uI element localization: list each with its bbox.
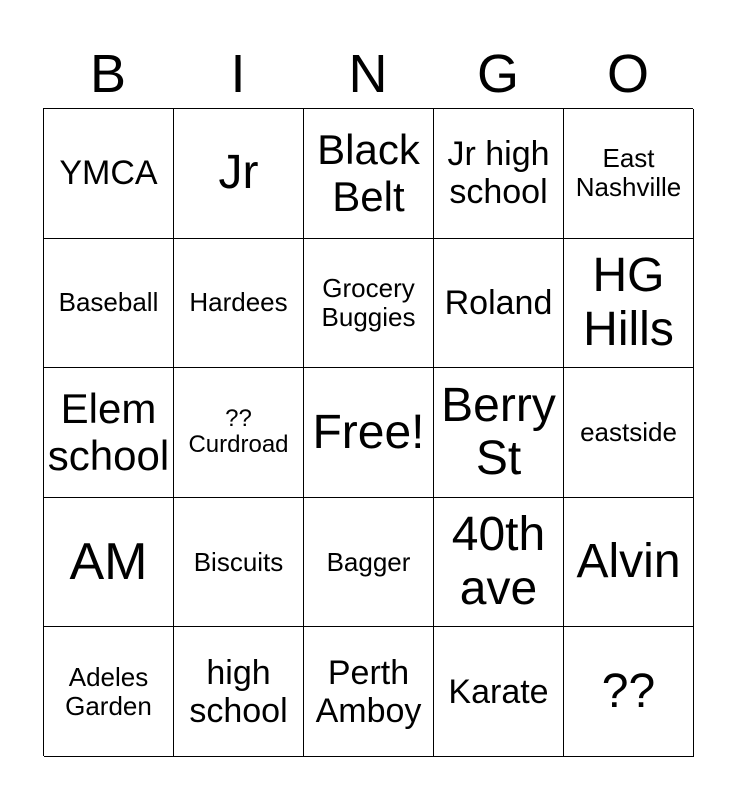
bingo-cell-r1-c2[interactable] <box>174 109 304 239</box>
bingo-cell-r4-c2[interactable] <box>174 498 304 628</box>
bingo-cell-r2-c1[interactable] <box>44 239 174 369</box>
cell-label: Perth Amboy <box>315 653 422 730</box>
bingo-cell-r3-c5[interactable] <box>564 368 694 498</box>
bingo-cell-r1-c4[interactable] <box>434 109 564 239</box>
bingo-cell-r1-c1[interactable] <box>44 109 174 239</box>
bingo-cell-r4-c4[interactable] <box>434 498 564 628</box>
cell-label: AM <box>69 532 148 591</box>
cell-label: Alvin <box>576 535 681 589</box>
cell-label: East Nashville <box>575 143 682 203</box>
bingo-cell-r1-c3[interactable] <box>304 109 434 239</box>
bingo-cell-r5-c4[interactable] <box>434 627 564 757</box>
bingo-cell-r3-c4[interactable] <box>434 368 564 498</box>
cell-label: Jr <box>218 146 259 200</box>
bingo-cell-r2-c3[interactable] <box>304 239 434 369</box>
bingo-cell-r5-c3[interactable] <box>304 627 434 757</box>
header-letter-g: G <box>476 44 519 104</box>
bingo-cell-r4-c3[interactable] <box>304 498 434 628</box>
cell-label: Adeles Garden <box>65 661 152 721</box>
cell-label: Biscuits <box>193 546 284 577</box>
bingo-cell-r5-c1[interactable] <box>44 627 174 757</box>
bingo-cell-r4-c1[interactable] <box>44 498 174 628</box>
header-letter-b: B <box>89 44 127 104</box>
cell-label: Jr high school <box>447 135 550 212</box>
bingo-cell-r2-c2[interactable] <box>174 239 304 369</box>
cell-label: Grocery Buggies <box>321 272 416 332</box>
cell-label: YMCA <box>59 154 158 193</box>
cell-label: Karate <box>448 672 549 711</box>
bingo-cell-r2-c4[interactable] <box>434 239 564 369</box>
cell-label: 40th ave <box>451 508 546 616</box>
bingo-header <box>43 40 693 108</box>
bingo-cell-r2-c5[interactable] <box>564 239 694 369</box>
header-letter-i: I <box>230 44 246 104</box>
cell-label: ?? <box>601 664 656 718</box>
bingo-cell-r5-c2[interactable] <box>174 627 304 757</box>
bingo-board <box>43 108 693 756</box>
cell-label: Hardees <box>189 287 288 318</box>
header-letter-o: O <box>606 44 649 104</box>
bingo-cell-r1-c5[interactable] <box>564 109 694 239</box>
cell-label: high school <box>189 653 288 730</box>
cell-label: ?? Curdroad <box>188 404 289 459</box>
cell-label: Free! <box>312 405 425 459</box>
cell-label: eastside <box>580 416 677 447</box>
cell-label: Bagger <box>326 546 411 577</box>
header-letter-n: N <box>348 44 388 104</box>
cell-label: Berry St <box>441 378 556 486</box>
cell-label: Elem school <box>47 385 170 480</box>
cell-label: HG Hills <box>583 249 674 356</box>
bingo-cell-r5-c5[interactable] <box>564 627 694 757</box>
cell-label: Baseball <box>58 287 159 318</box>
bingo-cell-r3-c2[interactable] <box>174 368 304 498</box>
bingo-cell-r3-c1[interactable] <box>44 368 174 498</box>
cell-label: Black Belt <box>317 126 420 221</box>
bingo-cell-r4-c5[interactable] <box>564 498 694 628</box>
cell-label: Roland <box>444 283 553 322</box>
bingo-cell-r3-c3[interactable] <box>304 368 434 498</box>
